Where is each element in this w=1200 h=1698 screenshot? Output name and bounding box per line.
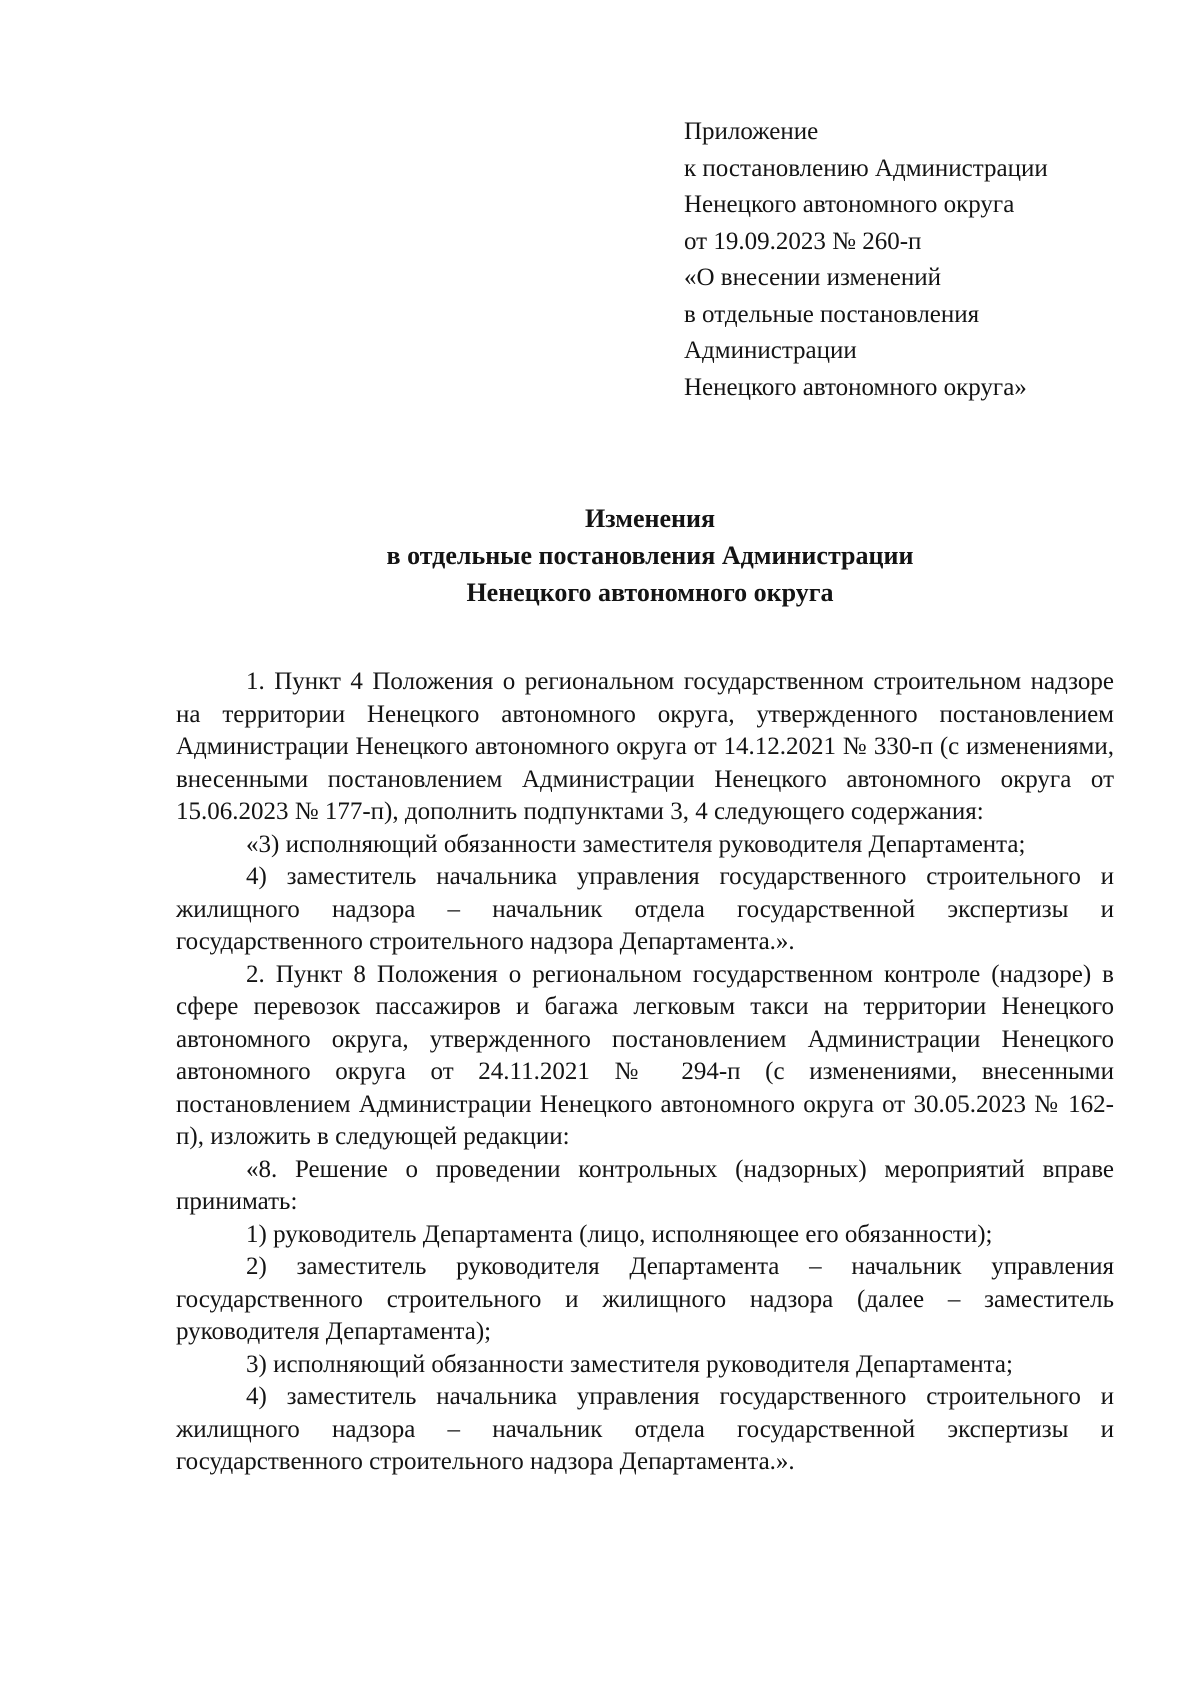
body-paragraph: «3) исполняющий обязанности заместителя руководителя Департамента; [246,830,1026,858]
appendix-header [684,114,1164,406]
body-paragraph: 3) исполняющий обязанности заместителя руководителя Департамента; [246,1350,1013,1378]
body-paragraph: 4) заместитель начальника управления государственного строительного и жилищного надзора – начальник отдела государственной экспертизы и государственного строительного надзора Департамента.». [176,863,1114,955]
document-body [176,666,1114,1479]
title-line: Ненецкого автономного округа [466,578,834,607]
appendix-line: «О внесении изменений [684,264,942,291]
title-line: Изменения [584,504,716,533]
appendix-line: Ненецкого автономного округа» [684,373,1027,401]
appendix-line: Администрации [684,337,857,364]
appendix-line: к постановлению Администрации [684,154,1048,182]
body-paragraph: 4) заместитель начальника управления государственного строительного и жилищного надзора – начальник отдела государственной экспертизы и государственного строительного надзора Департамента.». [176,1383,1114,1475]
body-paragraph: 2. Пункт 8 Положения о региональном государственном контроле (надзоре) в сфере перевозок пассажиров и багажа легковым такси на территории Ненецкого автономного округа, утвержденного постановлением Администрации Ненецкого автономного округа от 24.11.2021 № 294-п (с изменениями, внесенными постановлением Администрации Ненецкого автономного округа от 30.05.2023 № 162-п), изложить в следующей редакции: [176,960,1114,1150]
appendix-line: Ненецкого автономного округа [684,191,1015,218]
body-paragraph: «8. Решение о проведении контрольных (надзорных) мероприятий вправе принимать: [176,1155,1114,1215]
title-line: в отдельные постановления Администрации [386,541,914,570]
body-paragraph: 1. Пункт 4 Положения о региональном государственном строительном надзоре на территории Ненецкого автономного округа, утвержденного постановлением Администрации Ненецкого автономного округа от 14.12.2021 № 330-п (с изменениями, внесенными постановлением Администрации Ненецкого автономного округа от 15.06.2023 № 177-п), дополнить подпунктами 3, 4 следующего содержания: [176,668,1114,825]
appendix-line: Приложение [684,118,819,145]
body-paragraph: 2) заместитель руководителя Департамента – начальник управления государственного строительного и жилищного надзора (далее – заместитель руководителя Департамента); [176,1253,1114,1345]
body-paragraph: 1) руководитель Департамента (лицо, исполняющее его обязанности); [246,1220,993,1248]
document-title [0,500,1200,611]
appendix-line: в отдельные постановления [684,300,980,328]
appendix-line: от 19.09.2023 № 260-п [684,227,922,255]
